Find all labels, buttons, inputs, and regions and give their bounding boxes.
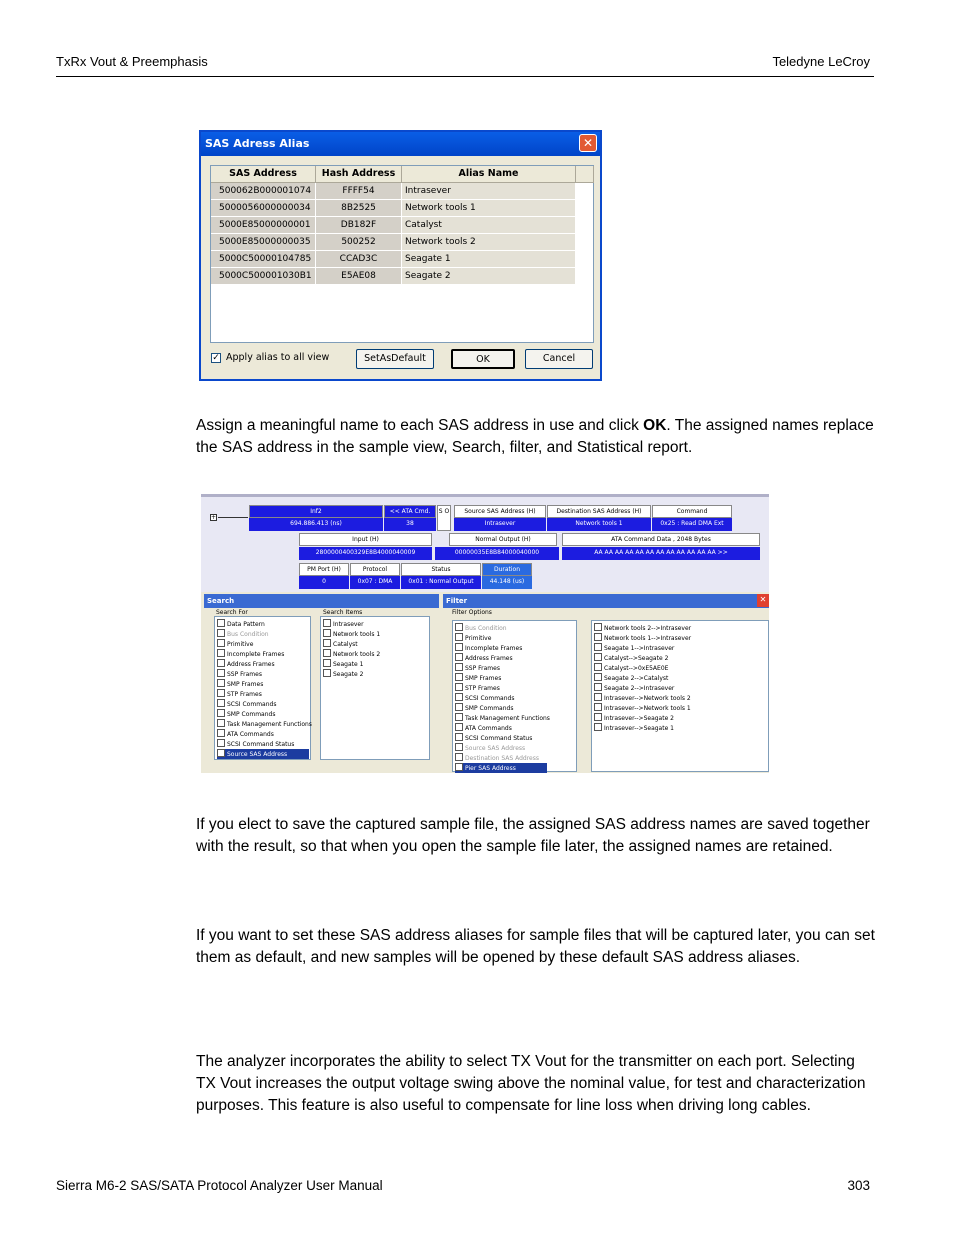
search-item[interactable]: Network tools 2 <box>323 649 380 659</box>
r3-v-proto: 0x07 : DMA <box>350 576 400 589</box>
search-for-item[interactable]: STP Frames <box>217 689 262 699</box>
search-items-list <box>320 616 430 760</box>
filter-option[interactable]: Primitive <box>455 633 491 643</box>
search-for-item[interactable]: ATA Commands <box>217 729 274 739</box>
header-right: Teledyne LeCroy <box>772 54 870 69</box>
header-rule <box>56 76 874 77</box>
filter-option[interactable]: SMP Frames <box>455 673 501 683</box>
filter-option[interactable]: Bus Condition <box>455 623 507 633</box>
cell-hash-address[interactable]: 8B2525 <box>316 200 402 217</box>
filter-pair-item[interactable]: Network tools 2-->Intrasever <box>594 623 691 633</box>
search-for-item[interactable]: SCSI Command Status <box>217 739 294 749</box>
cell-hash-address[interactable]: DB182F <box>316 217 402 234</box>
r1-v-dst: Network tools 1 <box>547 518 651 531</box>
cancel-button[interactable]: Cancel <box>525 349 593 369</box>
paragraph-save: If you elect to save the captured sample file, the assigned SAS address names are saved together with the result, so that when you open the sample file later, the assigned names are retained. <box>196 816 870 855</box>
search-for-list <box>214 616 311 760</box>
search-item[interactable]: Seagate 1 <box>323 659 363 669</box>
cell-sas-address[interactable]: 5000E85000000035 <box>211 234 316 251</box>
set-as-default-button[interactable]: SetAsDefault <box>356 349 434 369</box>
filter-option[interactable]: Task Management Functions <box>455 713 550 723</box>
cell-sas-address[interactable]: 5000056000000034 <box>211 200 316 217</box>
cell-hash-address[interactable]: CCAD3C <box>316 251 402 268</box>
filter-pairs-list <box>591 620 769 772</box>
filter-pair-item[interactable]: Catalyst-->0xE5AE0E <box>594 663 668 673</box>
filter-pair-item[interactable]: Network tools 1-->Intrasever <box>594 633 691 643</box>
search-for-item[interactable]: SCSI Commands <box>217 699 276 709</box>
filter-pair-item[interactable]: Seagate 2-->Catalyst <box>594 673 668 683</box>
col-sas-address[interactable]: SAS Address <box>211 166 316 183</box>
filter-pair-item[interactable]: Intrasever-->Network tools 2 <box>594 693 691 703</box>
search-for-item[interactable]: Primitive <box>217 639 253 649</box>
r1-v-ata: 38 <box>384 518 436 531</box>
para1-post: . The assigned names replace the SAS address in the sample view, Search, filter, and Statistical report. <box>196 417 874 456</box>
search-for-item[interactable]: Task Management Functions <box>217 719 312 729</box>
cell-alias-name[interactable]: Network tools 1 <box>402 200 576 217</box>
cell-alias-name[interactable]: Intrasever <box>402 183 576 200</box>
filter-option[interactable]: SSP Frames <box>455 663 500 673</box>
filter-option[interactable]: SCSI Command Status <box>455 733 532 743</box>
r1-h-ata: << ATA Cmd. <box>384 505 436 518</box>
ok-button[interactable]: OK <box>451 349 515 369</box>
header-left: TxRx Vout & Preemphasis <box>56 54 208 69</box>
close-icon[interactable]: ✕ <box>579 134 597 152</box>
filter-pair-item[interactable]: Intrasever-->Network tools 1 <box>594 703 691 713</box>
search-title: Search <box>204 594 439 608</box>
r2-h-input: Input (H) <box>299 533 432 546</box>
trace-search-filter-screenshot <box>201 494 769 773</box>
filter-option[interactable]: SMP Commands <box>455 703 513 713</box>
search-for-item[interactable]: SSP Frames <box>217 669 262 679</box>
cell-hash-address[interactable]: FFFF54 <box>316 183 402 200</box>
paragraph-default: If you want to set these SAS address aliases for sample files that will be captured later, you can set them as default, and new samples will be opened by these default SAS address aliases. <box>196 927 875 966</box>
r3-h-status: Status <box>401 563 481 576</box>
page-number: 303 <box>847 1178 870 1193</box>
search-for-item[interactable]: Address Frames <box>217 659 275 669</box>
filter-option[interactable]: ATA Commands <box>455 723 512 733</box>
apply-alias-checkbox[interactable]: ✓ <box>212 353 220 363</box>
r3-v-pm: 0 <box>299 576 349 589</box>
r3-v-status: 0x01 : Normal Output <box>401 576 481 589</box>
filter-title: Filter <box>443 594 769 608</box>
r1-v-src: Intrasever <box>454 518 546 531</box>
filter-options-label: Filter Options <box>452 609 492 616</box>
cell-alias-name[interactable]: Seagate 2 <box>402 268 576 285</box>
search-for-item[interactable]: Data Pattern <box>217 619 265 629</box>
expand-icon[interactable]: + <box>211 514 217 521</box>
alias-grid <box>210 165 594 343</box>
sas-alias-dialog <box>199 130 602 381</box>
filter-option[interactable]: Destination SAS Address <box>455 753 539 763</box>
r1-h-dst: Destination SAS Address (H) <box>547 505 651 518</box>
search-item[interactable]: Catalyst <box>323 639 358 649</box>
r1-v-cmd: 0x25 : Read DMA Ext <box>652 518 732 531</box>
search-for-item[interactable]: SMP Commands <box>217 709 275 719</box>
r2-h-data: ATA Command Data , 2048 Bytes <box>562 533 760 546</box>
filter-pair-item[interactable]: Catalyst-->Seagate 2 <box>594 653 668 663</box>
cell-hash-address[interactable]: 500252 <box>316 234 402 251</box>
r1-small: S O <box>437 505 451 531</box>
cell-alias-name[interactable]: Seagate 1 <box>402 251 576 268</box>
para1-bold: OK <box>643 417 667 434</box>
r3-h-proto: Protocol <box>350 563 400 576</box>
filter-close-icon[interactable]: ✕ <box>757 594 769 607</box>
r2-v-input: 2800000400329E8B4000040009 <box>299 547 432 560</box>
r1-v-time: 694.886.413 (ns) <box>249 518 383 531</box>
apply-alias-label: Apply alias to all view <box>226 352 330 363</box>
r2-v-output: 00000035E8B84000040000 <box>435 547 559 560</box>
filter-option[interactable]: Pier SAS Address <box>455 763 547 773</box>
para1-pre: Assign a meaningful name to each SAS address in use and click <box>196 417 644 434</box>
paragraph-assign <box>196 415 876 459</box>
col-hash-address[interactable]: Hash Address <box>316 166 402 183</box>
r3-h-dur: Duration <box>482 563 532 576</box>
col-alias-name[interactable]: Alias Name <box>402 166 576 183</box>
cell-alias-name[interactable]: Catalyst <box>402 217 576 234</box>
search-for-item[interactable]: SMP Frames <box>217 679 263 689</box>
r2-v-data: AA AA AA AA AA AA AA AA AA AA AA AA >> <box>562 547 760 560</box>
r2-h-output: Normal Output (H) <box>449 533 557 546</box>
filter-option[interactable]: Incomplete Frames <box>455 643 522 653</box>
search-items-label: Search Items <box>323 609 363 616</box>
search-for-label: Search For <box>216 609 248 616</box>
col-filler <box>576 166 594 183</box>
filter-option[interactable]: Source SAS Address <box>455 743 525 753</box>
r3-v-dur: 44.148 (us) <box>482 576 532 589</box>
filter-pair-item[interactable]: Intrasever-->Seagate 1 <box>594 723 674 733</box>
filter-pair-item[interactable]: Seagate 2-->Intrasever <box>594 683 674 693</box>
cell-sas-address[interactable]: 5000C500001030B1 <box>211 268 316 285</box>
r3-h-pm: PM Port (H) <box>299 563 349 576</box>
dialog-title-bar <box>201 132 600 156</box>
search-item[interactable]: Network tools 1 <box>323 629 380 639</box>
cell-sas-address[interactable]: 5000C50000104785 <box>211 251 316 268</box>
filter-option[interactable]: STP Frames <box>455 683 500 693</box>
r1-h-inf: Inf2 <box>249 505 383 518</box>
cell-hash-address[interactable]: E5AE08 <box>316 268 402 285</box>
footer-left: Sierra M6-2 SAS/SATA Protocol Analyzer User Manual <box>56 1178 383 1193</box>
r1-h-src: Source SAS Address (H) <box>454 505 546 518</box>
dialog-title: SAS Adress Alias <box>205 137 310 150</box>
cell-alias-name[interactable]: Network tools 2 <box>402 234 576 251</box>
cell-sas-address[interactable]: 500062B000001074 <box>211 183 316 200</box>
paragraph-txvout: The analyzer incorporates the ability to select TX Vout for the transmitter on each port. Selecting TX Vout increases the output voltage swing above the nominal value, for test and characterization purposes. This feature is also useful to compensate for line loss when driving long cables. <box>196 1053 866 1114</box>
filter-option[interactable]: SCSI Commands <box>455 693 514 703</box>
cell-sas-address[interactable]: 5000E85000000001 <box>211 217 316 234</box>
filter-option[interactable]: Address Frames <box>455 653 513 663</box>
search-for-item[interactable]: Bus Condition <box>217 629 269 639</box>
search-item[interactable]: Intrasever <box>323 619 364 629</box>
arrow-icon <box>218 517 248 518</box>
search-for-item[interactable]: Incomplete Frames <box>217 649 284 659</box>
search-for-item[interactable]: Source SAS Address <box>217 749 309 759</box>
filter-pair-item[interactable]: Seagate 1-->Intrasever <box>594 643 674 653</box>
r1-h-cmd: Command <box>652 505 732 518</box>
search-item[interactable]: Seagate 2 <box>323 669 363 679</box>
filter-pair-item[interactable]: Intrasever-->Seagate 2 <box>594 713 674 723</box>
filter-options-list <box>452 620 577 772</box>
